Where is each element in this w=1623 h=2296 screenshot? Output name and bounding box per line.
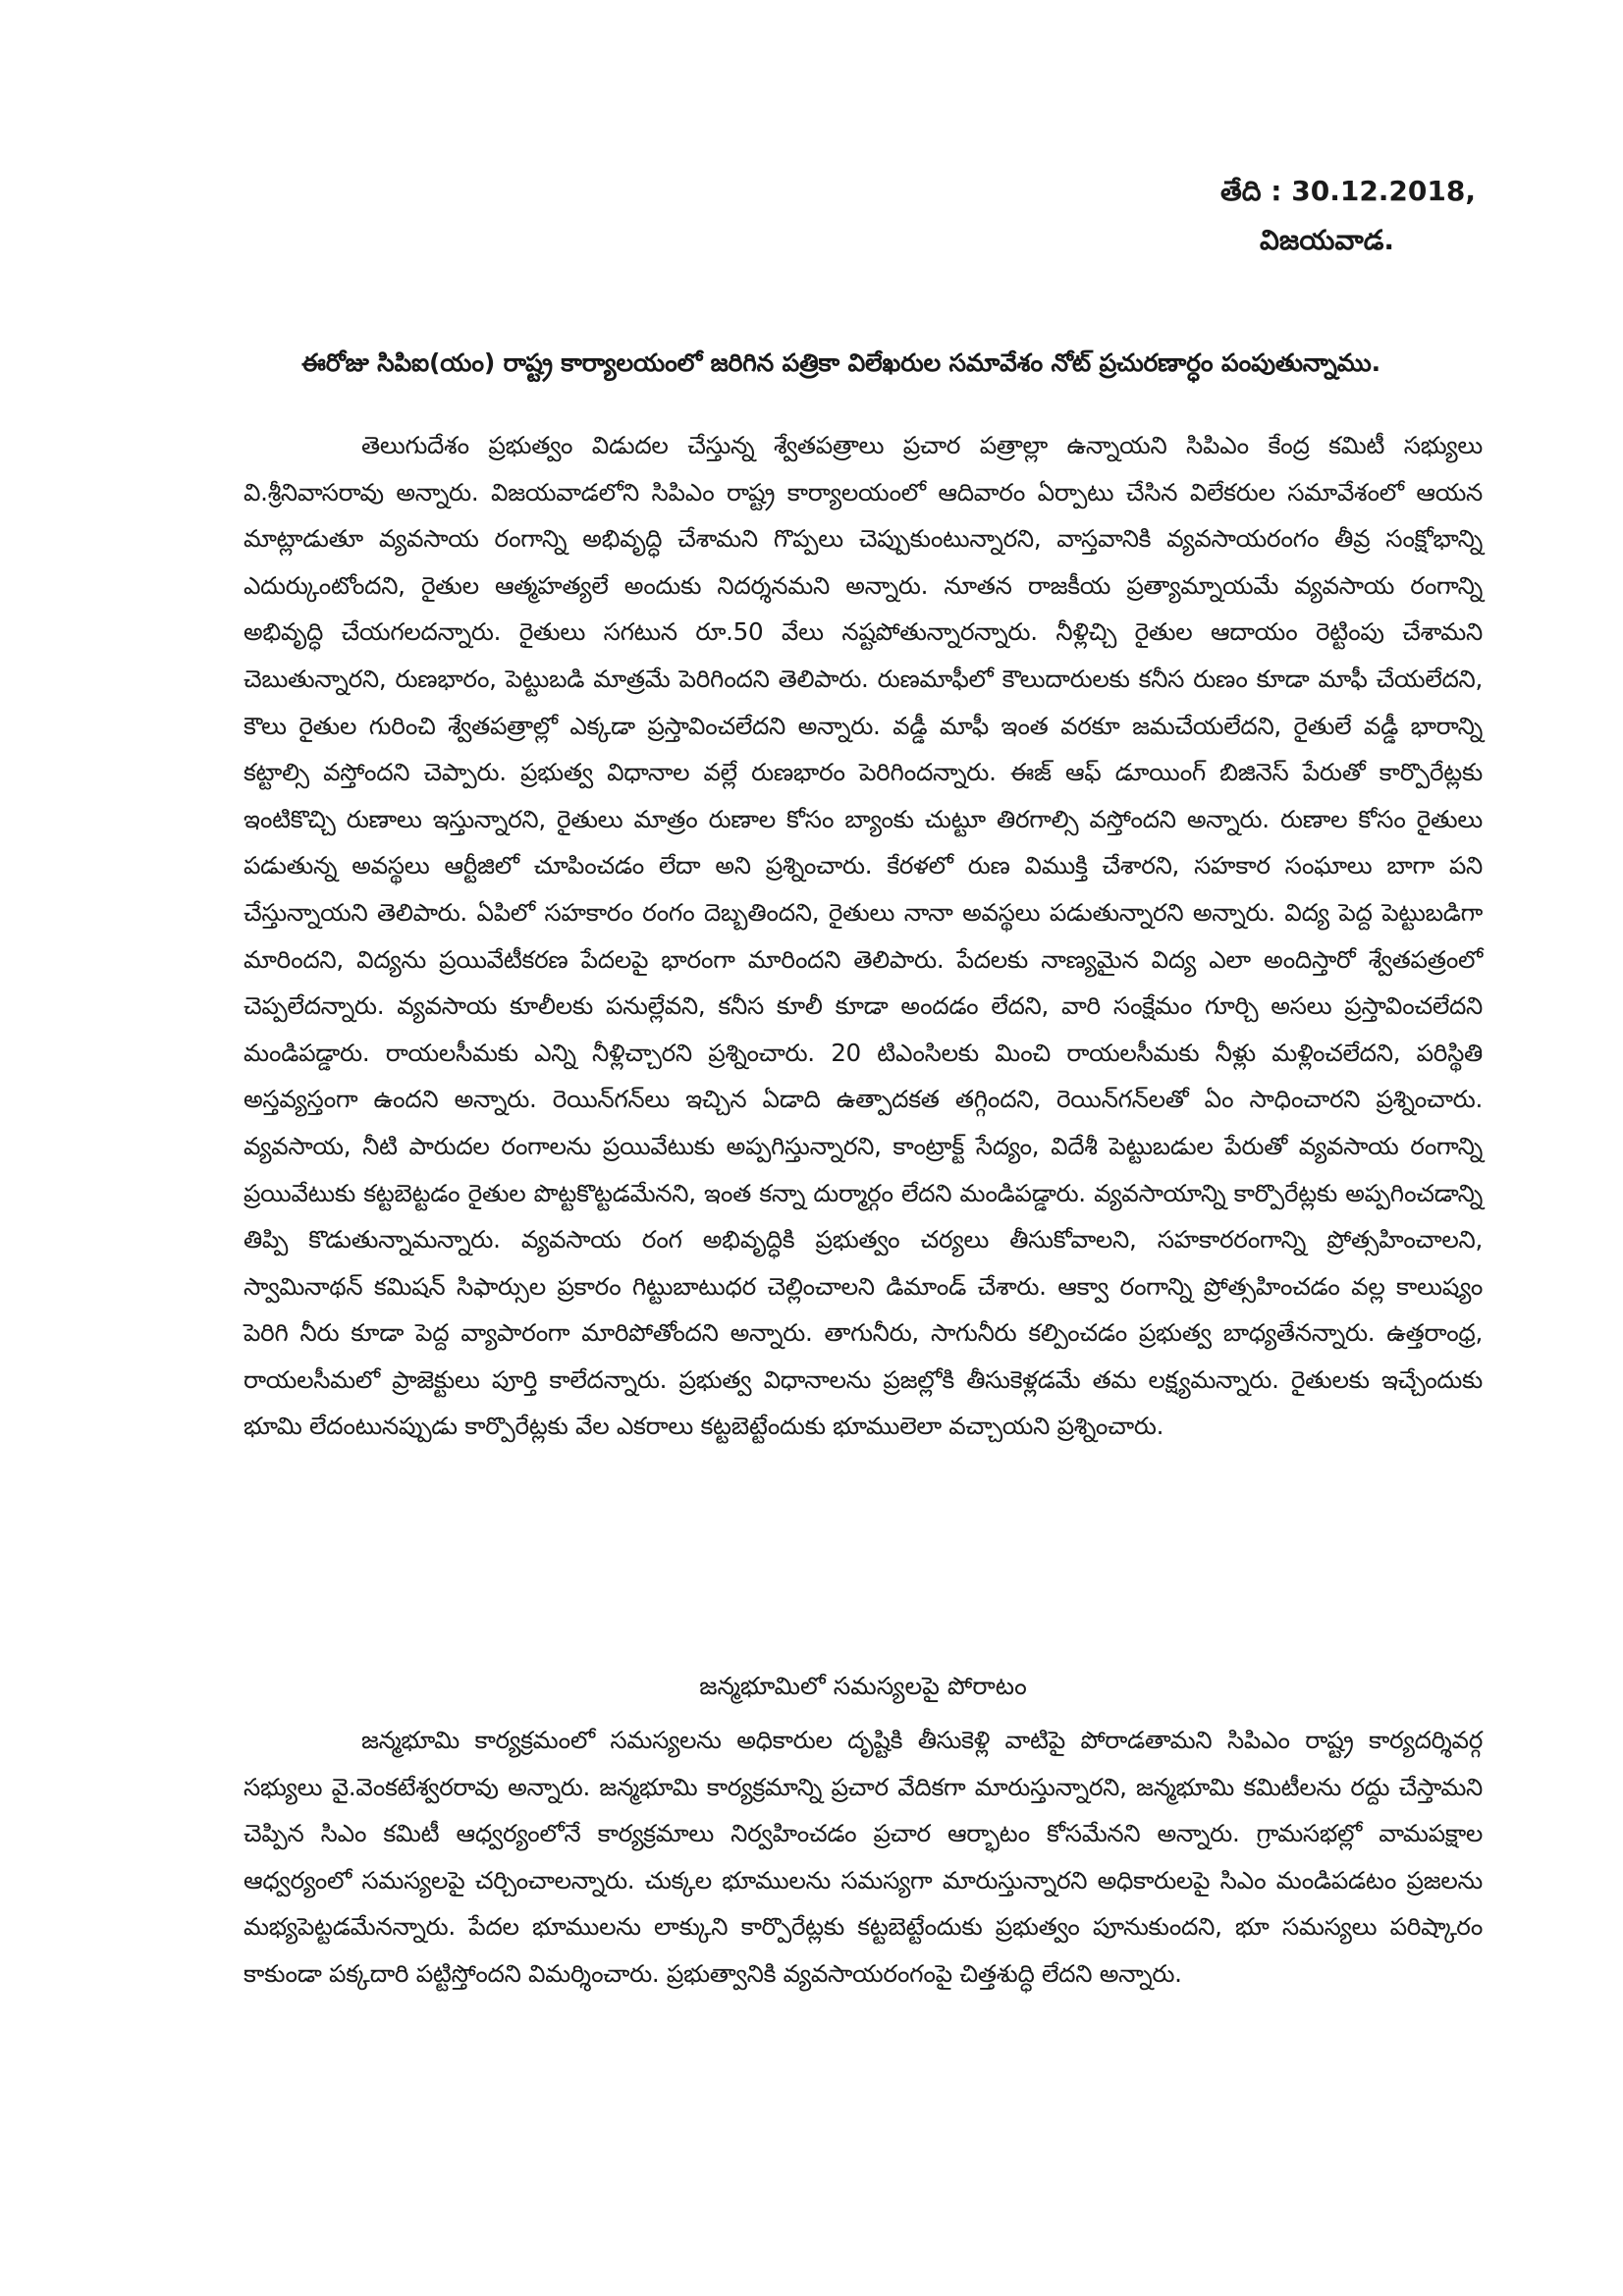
body-paragraph-2 [243, 1717, 1483, 1998]
dateline-block [1220, 167, 1476, 265]
place-line: విజయవాడ. [1259, 224, 1395, 256]
paragraph-text: జన్మభూమి కార్యక్రమంలో సమస్యలను అధికారుల దృష్టికి తీసుకెళ్లి వాటిపై పోరాడతామని సిపిఎం రాష్ట్ర కార్యదర్శివర్గ సభ్యులు వై.వెంకటేశ్వరరావు అన్నారు. జన్మభూమి కార్యక్రమాన్ని ప్రచార వేదికగా మారుస్తున్నారని, జన్మభూమి కమిటీలను రద్దు చేస్తామని చెప్పిన సిఎం కమిటీ ఆధ్వర్యంలోనే కార్యక్రమాలు నిర్వహించడం ప్రచార ఆర్భాటం కోసమేనని అన్నారు. గ్రామసభల్లో వామపక్షాల ఆధ్వర్యంలో సమస్యలపై చర్చించాలన్నారు. చుక్కల భూములను సమస్యగా మారుస్తున్నారని అధికారులపై సిఎం మండిపడటం ప్రజలను మభ్యపెట్టడమేనన్నారు. పేదల భూములను లాక్కుని కార్పొరేట్లకు కట్టబెట్టేందుకు ప్రభుత్వం పూనుకుందని, భూ సమస్యలు పరిష్కారం కాకుండా పక్కదారి పట్టిస్తోందని విమర్శించారు. ప్రభుత్వానికి వ్యవసాయరంగంపై చిత్తశుద్ధి లేదని అన్నారు. [243, 1726, 1483, 1988]
date-line: తేది : 30.12.2018, [1219, 175, 1476, 207]
section-heading: జన్మభూమిలో సమస్యలపై పోరాటం [699, 1672, 1027, 1700]
body-paragraph-1 [243, 422, 1483, 1450]
paragraph-text: తెలుగుదేశం ప్రభుత్వం విడుదల చేస్తున్న శ్వేతపత్రాలు ప్రచార పత్రాల్లా ఉన్నాయని సిపిఎం కేంద్ర కమిటీ సభ్యులు వి.శ్రీనివాసరావు అన్నారు. విజయవాడలోని సిపిఎం రాష్ట్ర కార్యాలయంలో ఆదివారం ఏర్పాటు చేసిన విలేకరుల సమావేశంలో ఆయన మాట్లాడుతూ వ్యవసాయ రంగాన్ని అభివృద్ధి చేశామని గొప్పలు చెప్పుకుంటున్నారని, వాస్తవానికి వ్యవసాయరంగం తీవ్ర సంక్షోభాన్ని ఎదుర్కుంటోందని, రైతుల ఆత్మహత్యలే అందుకు నిదర్శనమని అన్నారు. నూతన రాజకీయ ప్రత్యామ్నాయమే వ్యవసాయ రంగాన్ని అభివృద్ధి చేయగలదన్నారు. రైతులు సగటున రూ.50 వేలు నష్టపోతున్నారన్నారు. నీళ్లిచ్చి రైతుల ఆదాయం రెట్టింపు చేశామని చెబుతున్నారని, రుణభారం, పెట్టుబడి మాత్రమే పెరిగిందని తెలిపారు. రుణమాఫీలో కౌలుదారులకు కనీస రుణం కూడా మాఫీ చేయలేదని, కౌలు రైతుల గురించి శ్వేతపత్రాల్లో ఎక్కడా ప్రస్తావించలేదని అన్నారు. వడ్డీ మాఫీ ఇంత వరకూ జమచేయలేదని, రైతులే వడ్డీ భారాన్ని కట్టాల్సి వస్తోందని చెప్పారు. ప్రభుత్వ విధానాల వల్లే రుణభారం పెరిగిందన్నారు. ఈజ్ ఆఫ్ డూయింగ్ బిజినెస్ పేరుతో కార్పొరేట్లకు ఇంటికొచ్చి రుణాలు ఇస్తున్నారని, రైతులు మాత్రం రుణాల కోసం బ్యాంకు చుట్టూ తిరగాల్సి వస్తోందని అన్నారు. రుణాల కోసం రైతులు పడుతున్న అవస్థలు ఆర్టీజిలో చూపించడం లేదా అని ప్రశ్నించారు. కేరళలో రుణ విముక్తి చేశారని, సహకార సంఘాలు బాగా పని చేస్తున్నాయని తెలిపారు. ఏపిలో సహకారం రంగం దెబ్బతిందని, రైతులు నానా అవస్థలు పడుతున్నారని అన్నారు. విద్య పెద్ద పెట్టుబడిగా మారిందని, విద్యను ప్రయివేటీకరణ పేదలపై భారంగా మారిందని తెలిపారు. పేదలకు నాణ్యమైన విద్య ఎలా అందిస్తారో శ్వేతపత్రంలో చెప్పలేదన్నారు. వ్యవసాయ కూలీలకు పనుల్లేవని, కనీస కూలీ కూడా అందడం లేదని, వారి సంక్షేమం గూర్చి అసలు ప్రస్తావించలేదని మండిపడ్డారు. రాయలసీమకు ఎన్ని నీళ్లిచ్చారని ప్రశ్నించారు. 20 టిఎంసిలకు మించి రాయలసీమకు నీళ్లు మళ్లించలేదని, పరిస్థితి అస్తవ్యస్తంగా ఉందని అన్నారు. రెయిన్‌గన్‌లు ఇచ్చిన ఏడాది ఉత్పాదకత తగ్గిందని, రెయిన్‌గన్‌లతో ఏం సాధించారని ప్రశ్నించారు. వ్యవసాయ, నీటి పారుదల రంగాలను ప్రయివేటుకు అప్పగిస్తున్నారని, కాంట్రాక్ట్ సేద్యం, విదేశీ పెట్టుబడుల పేరుతో వ్యవసాయ రంగాన్ని ప్రయివేటుకు కట్టబెట్టడం రైతుల పొట్టకొట్టడమేనని, ఇంత కన్నా దుర్మార్గం లేదని మండిపడ్డారు. వ్యవసాయాన్ని కార్పొరేట్లకు అప్పగించడాన్ని తిప్పి కొడుతున్నామన్నారు. వ్యవసాయ రంగ అభివృద్ధికి ప్రభుత్వం చర్యలు తీసుకోవాలని, సహకారరంగాన్ని ప్రోత్సహించాలని, స్వామినాథన్ కమిషన్ సిఫార్సుల ప్రకారం గిట్టుబాటుధర చెల్లించాలని డిమాండ్ చేశారు. ఆక్వా రంగాన్ని ప్రోత్సహించడం వల్ల కాలుష్యం పెరిగి నీరు కూడా పెద్ద వ్యాపారంగా మారిపోతోందని అన్నారు. తాగునీరు, సాగునీరు కల్పించడం ప్రభుత్వ బాధ్యతేనన్నారు. ఉత్తరాంధ్ర, రాయలసీమలో ప్రాజెక్టులు పూర్తి కాలేదన్నారు. ప్రభుత్వ విధానాలను ప్రజల్లోకి తీసుకెళ్లడమే తమ లక్ష్యమన్నారు. రైతులకు ఇచ్చేందుకు భూమి లేదంటునప్పుడు కార్పొరేట్లకు వేల ఎకరాలు కట్టబెట్టేందుకు భూములెలా వచ్చాయని ప్రశ్నించారు. [243, 431, 1483, 1441]
subject-line: ఈరోజు సిపిఐ(యం) రాష్ట్ర కార్యాలయంలో జరిగిన పత్రికా విలేఖరుల సమావేశం నోట్ ప్రచురణార్ధం పంపుతున్నాము. [301, 348, 1380, 377]
